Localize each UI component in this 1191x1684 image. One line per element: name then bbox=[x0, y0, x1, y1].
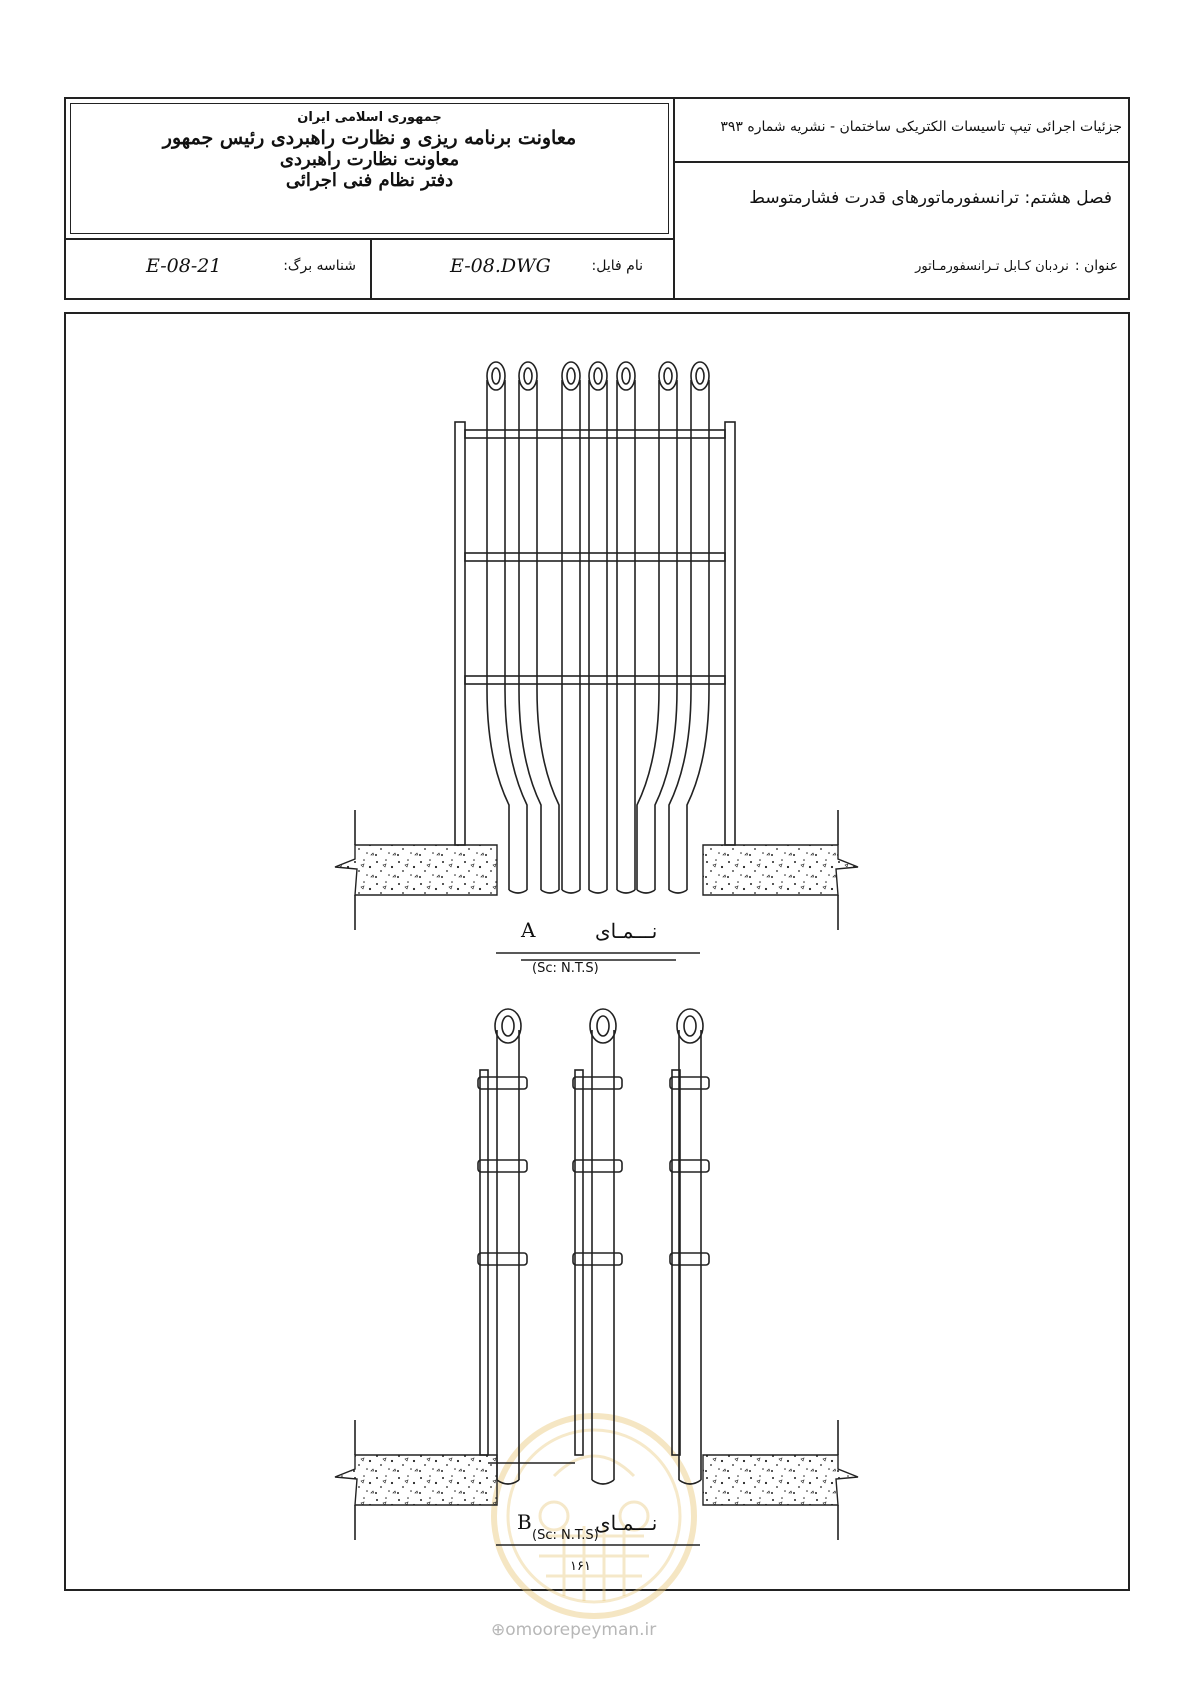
series-title: جزئیات اجرائی تیپ تاسیسات الکتریکی ساختمان - نشریه شماره ۳۹۳ bbox=[720, 119, 1122, 135]
view-b-letter: B bbox=[517, 1510, 532, 1534]
page-number: ۱۶۱ bbox=[570, 1559, 591, 1574]
view-a-cable-1-head bbox=[487, 362, 505, 390]
view-b-rail-2 bbox=[575, 1070, 583, 1455]
view-a-right-rail bbox=[725, 422, 735, 845]
file-name-value: E-08.DWG bbox=[450, 255, 551, 277]
view-a-scale: (Sc: N.T.S) bbox=[532, 961, 599, 976]
view-a-cable-5-end bbox=[617, 890, 635, 893]
view-a-rung-2 bbox=[465, 553, 725, 561]
view-a-title: نـــمـای bbox=[595, 919, 658, 943]
subject-label: عنوان : bbox=[1074, 258, 1118, 274]
view-b-cable-1-head bbox=[495, 1009, 521, 1043]
watermark-url bbox=[491, 1620, 656, 1640]
view-b-clamp-3-3 bbox=[670, 1253, 709, 1265]
view-a-cable-6-end bbox=[637, 890, 655, 893]
view-a-cable-3-head bbox=[562, 362, 580, 390]
view-a-slab-right bbox=[703, 845, 858, 895]
org-line-1: جمهوری اسلامی ایران bbox=[297, 110, 442, 125]
chapter-title: فصل هشتم: ترانسفورماتورهای قدرت فشارمتوسط bbox=[749, 188, 1112, 208]
view-b-scale: (Sc: N.T.S) bbox=[532, 1528, 599, 1543]
sheet-id-label: شناسه برگ: bbox=[283, 258, 356, 274]
view-a-cable-5-core bbox=[622, 368, 630, 384]
view-b-cable-3-core bbox=[684, 1016, 696, 1036]
globe-icon: ⊕ bbox=[491, 1620, 506, 1640]
view-a-letter: A bbox=[521, 918, 536, 942]
view-a-cable-1-end bbox=[509, 890, 527, 893]
view-b-cable-1-end bbox=[497, 1480, 519, 1484]
view-b-clamp-3-1 bbox=[670, 1077, 709, 1089]
view-a-cable-4-core bbox=[594, 368, 602, 384]
view-b-slab-left bbox=[335, 1455, 497, 1505]
view-a-cable-7-core bbox=[696, 368, 704, 384]
view-b-rail-1 bbox=[480, 1070, 488, 1455]
sheet-id-value: E-08-21 bbox=[146, 255, 222, 277]
view-a-cable-1-core bbox=[492, 368, 500, 384]
org-line-4: دفتر نظام فنی اجرائی bbox=[285, 170, 454, 191]
view-b-cable-2-head bbox=[590, 1009, 616, 1043]
view-b-title: نـــمـای bbox=[595, 1511, 658, 1535]
view-a-slab-left bbox=[335, 845, 497, 895]
view-b-clamp-3-2 bbox=[670, 1160, 709, 1172]
view-b-cable-3-end bbox=[679, 1480, 701, 1484]
view-a-rung-3 bbox=[465, 676, 725, 684]
view-b-cable-2-end bbox=[592, 1480, 614, 1484]
view-b bbox=[335, 1009, 858, 1545]
org-line-2: معاونت برنامه ریزی و نظارت راهبردی رئیس جمهور bbox=[162, 127, 577, 149]
view-a-cable-7-end bbox=[669, 890, 687, 893]
view-a-cable-7-head bbox=[691, 362, 709, 390]
view-a-cable-2-end bbox=[541, 890, 559, 893]
view-b-cable-1-core bbox=[502, 1016, 514, 1036]
watermark-text: omoorepeyman.ir bbox=[505, 1620, 657, 1640]
view-a-cable-2-core bbox=[524, 368, 532, 384]
view-a-cable-2-head bbox=[519, 362, 537, 390]
view-a-cable-3-end bbox=[562, 890, 580, 893]
view-a-cable-5-head bbox=[617, 362, 635, 390]
view-a-cable-4-end bbox=[589, 890, 607, 893]
view-a-cable-6-core bbox=[664, 368, 672, 384]
view-a-cable-6-head bbox=[659, 362, 677, 390]
view-b-cable-2-core bbox=[597, 1016, 609, 1036]
view-a-cable-4-head bbox=[589, 362, 607, 390]
view-a-rung-1 bbox=[465, 430, 725, 438]
view-b-slab-right bbox=[703, 1455, 858, 1505]
view-a bbox=[335, 362, 858, 960]
org-line-3: معاونت نظارت راهبردی bbox=[279, 149, 460, 170]
view-a-cable-3-core bbox=[567, 368, 575, 384]
view-b-cable-3-head bbox=[677, 1009, 703, 1043]
view-a-left-rail bbox=[455, 422, 465, 845]
subject-value: نردبان کـابل تـرانسفورمـاتور bbox=[915, 259, 1069, 274]
file-name-label: نام فایل: bbox=[591, 258, 643, 274]
